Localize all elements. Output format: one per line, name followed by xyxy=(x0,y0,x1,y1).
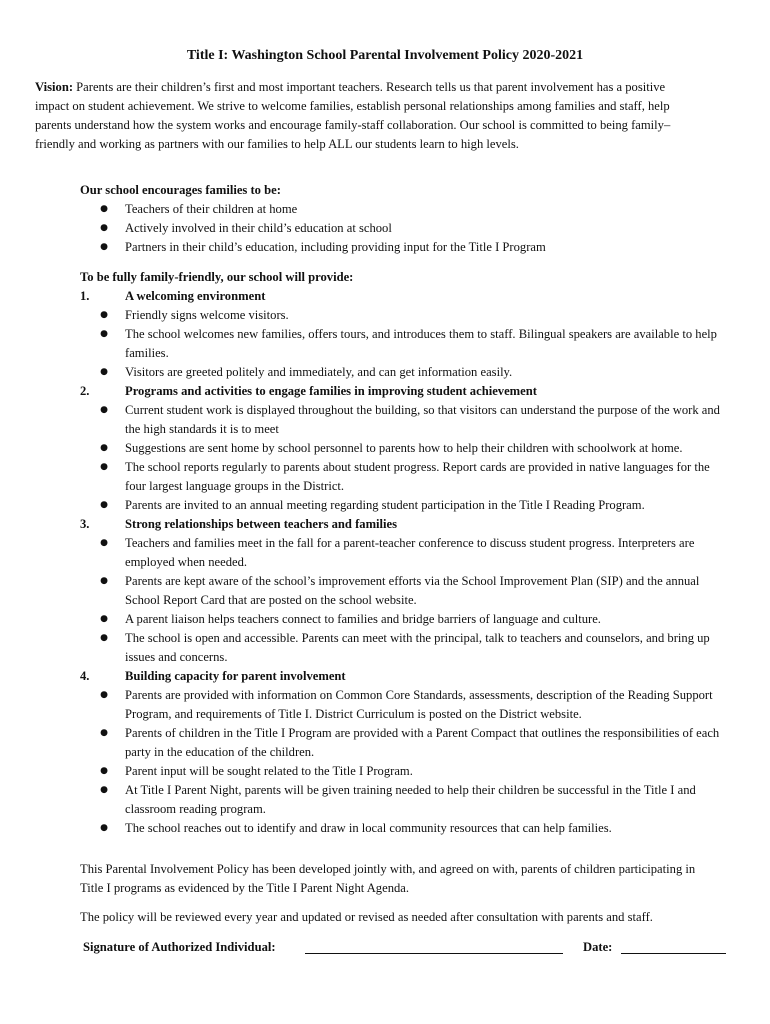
bullet-icon: ● xyxy=(100,405,108,415)
section-heading-1: 1. A welcoming environment xyxy=(80,289,266,303)
vision-label: Vision: xyxy=(35,80,74,94)
bullet-icon: ● xyxy=(100,242,108,252)
list-item: ● Current student work is displayed throughout the building, so that visitors can understand the purpose of the work and the high standards it is to meet xyxy=(125,401,728,439)
list-item: ● Suggestions are sent home by school personnel to parents how to help their children with schoolwork at home. xyxy=(125,439,728,458)
bullet-icon: ● xyxy=(100,500,108,510)
list-item: ● The school reaches out to identify and draw in local community resources that can help families. xyxy=(125,819,728,838)
document-title: Title I: Washington School Parental Involvement Policy 2020-2021 xyxy=(186,48,584,63)
vision-paragraph xyxy=(35,78,695,154)
bullet-icon: ● xyxy=(100,310,108,320)
list-item: ● Parents of children in the Title I Program are provided with a Parent Compact that outlines the responsibilities of each party in the education of the children. xyxy=(125,724,728,762)
bullet-icon: ● xyxy=(100,633,108,643)
list-item: ● Parents are kept aware of the school’s improvement efforts via the School Improvement Plan (SIP) and the annual School Report Card that are posted on the school website. xyxy=(125,572,728,610)
bullet-icon: ● xyxy=(100,766,108,776)
bullet-icon: ● xyxy=(100,462,108,472)
bullet-icon: ● xyxy=(100,329,108,339)
section-heading-3: 3. Strong relationships between teachers and families xyxy=(80,517,398,531)
list-item: ● Teachers and families meet in the fall for a parent-teacher conference to discuss student progress. Interpreters are employed when needed. xyxy=(125,534,728,572)
list-item: ● At Title I Parent Night, parents will be given training needed to help their children be successful in the Title I and classroom reading program. xyxy=(125,781,728,819)
list-item: ● Parents are invited to an annual meeting regarding student participation in the Title I Reading Program. xyxy=(125,496,728,515)
vision-text: Parents are their children’s first and most important teachers. Research tells us that parent involvement has a positive impact on student achievement. We strive to welcome families, establish personal relationships among families and staff, help parents understand how the system works and encourage family-staff collaboration. Our school is committed to being family–friendly and working as partners with our families to help ALL our students learn to high levels. xyxy=(35,80,671,151)
bullet-icon: ● xyxy=(100,204,108,214)
encourage-section xyxy=(80,181,720,257)
list-item: ● Parents are provided with information on Common Core Standards, assessments, description of the Reading Support Program, and requirements of Title I. District Curriculum is posted on the District website. xyxy=(125,686,728,724)
bullet-icon: ● xyxy=(100,538,108,548)
bullet-icon: ● xyxy=(100,367,108,377)
bullet-icon: ● xyxy=(100,690,108,700)
bullet-icon: ● xyxy=(100,823,108,833)
signature-row xyxy=(83,938,733,957)
list-item: ● Friendly signs welcome visitors. xyxy=(125,306,728,325)
list-item: ● A parent liaison helps teachers connect to families and bridge barriers of language and culture. xyxy=(125,610,728,629)
signature-label: Signature of Authorized Individual: xyxy=(83,940,276,954)
bullet-icon: ● xyxy=(100,728,108,738)
bullet-icon: ● xyxy=(100,614,108,624)
bullet-icon: ● xyxy=(100,576,108,586)
date-label: Date: xyxy=(583,940,613,954)
section-heading-2: 2. Programs and activities to engage families in improving student achievement xyxy=(80,384,537,398)
list-item: ● Teachers of their children at home xyxy=(125,200,720,219)
signature-line[interactable] xyxy=(305,953,563,954)
list-item: ● Visitors are greeted politely and immediately, and can get information easily. xyxy=(125,363,728,382)
section-heading-4: 4. Building capacity for parent involvement xyxy=(80,669,346,683)
closing-paragraph-1: This Parental Involvement Policy has been developed jointly with, and agreed on with, parents of children participating in Title I programs as evidenced by the Title I Parent Night Agenda. xyxy=(80,862,696,895)
bullet-icon: ● xyxy=(100,223,108,233)
list-item: ● The school welcomes new families, offers tours, and introduces them to staff. Bilingual speakers are available to help families. xyxy=(125,325,728,363)
bullet-icon: ● xyxy=(100,443,108,453)
list-item: ● The school is open and accessible. Parents can meet with the principal, talk to teachers and counselors, and bring up issues and concerns. xyxy=(125,629,728,667)
list-item: ● The school reports regularly to parents about student progress. Report cards are provided in native languages for the four largest language groups in the District. xyxy=(125,458,728,496)
closing-paragraph-2: The policy will be reviewed every year and updated or revised as needed after consultation with parents and staff. xyxy=(80,910,653,924)
list-item: ● Parent input will be sought related to the Title I Program. xyxy=(125,762,728,781)
bullet-icon: ● xyxy=(100,785,108,795)
provide-heading: To be fully family-friendly, our school will provide: xyxy=(80,270,354,284)
provide-section xyxy=(80,268,728,838)
list-item: ● Partners in their child’s education, including providing input for the Title I Program xyxy=(125,238,720,257)
date-line[interactable] xyxy=(621,953,726,954)
list-item: ● Actively involved in their child’s education at school xyxy=(125,219,720,238)
encourage-heading: Our school encourages families to be: xyxy=(80,183,281,197)
